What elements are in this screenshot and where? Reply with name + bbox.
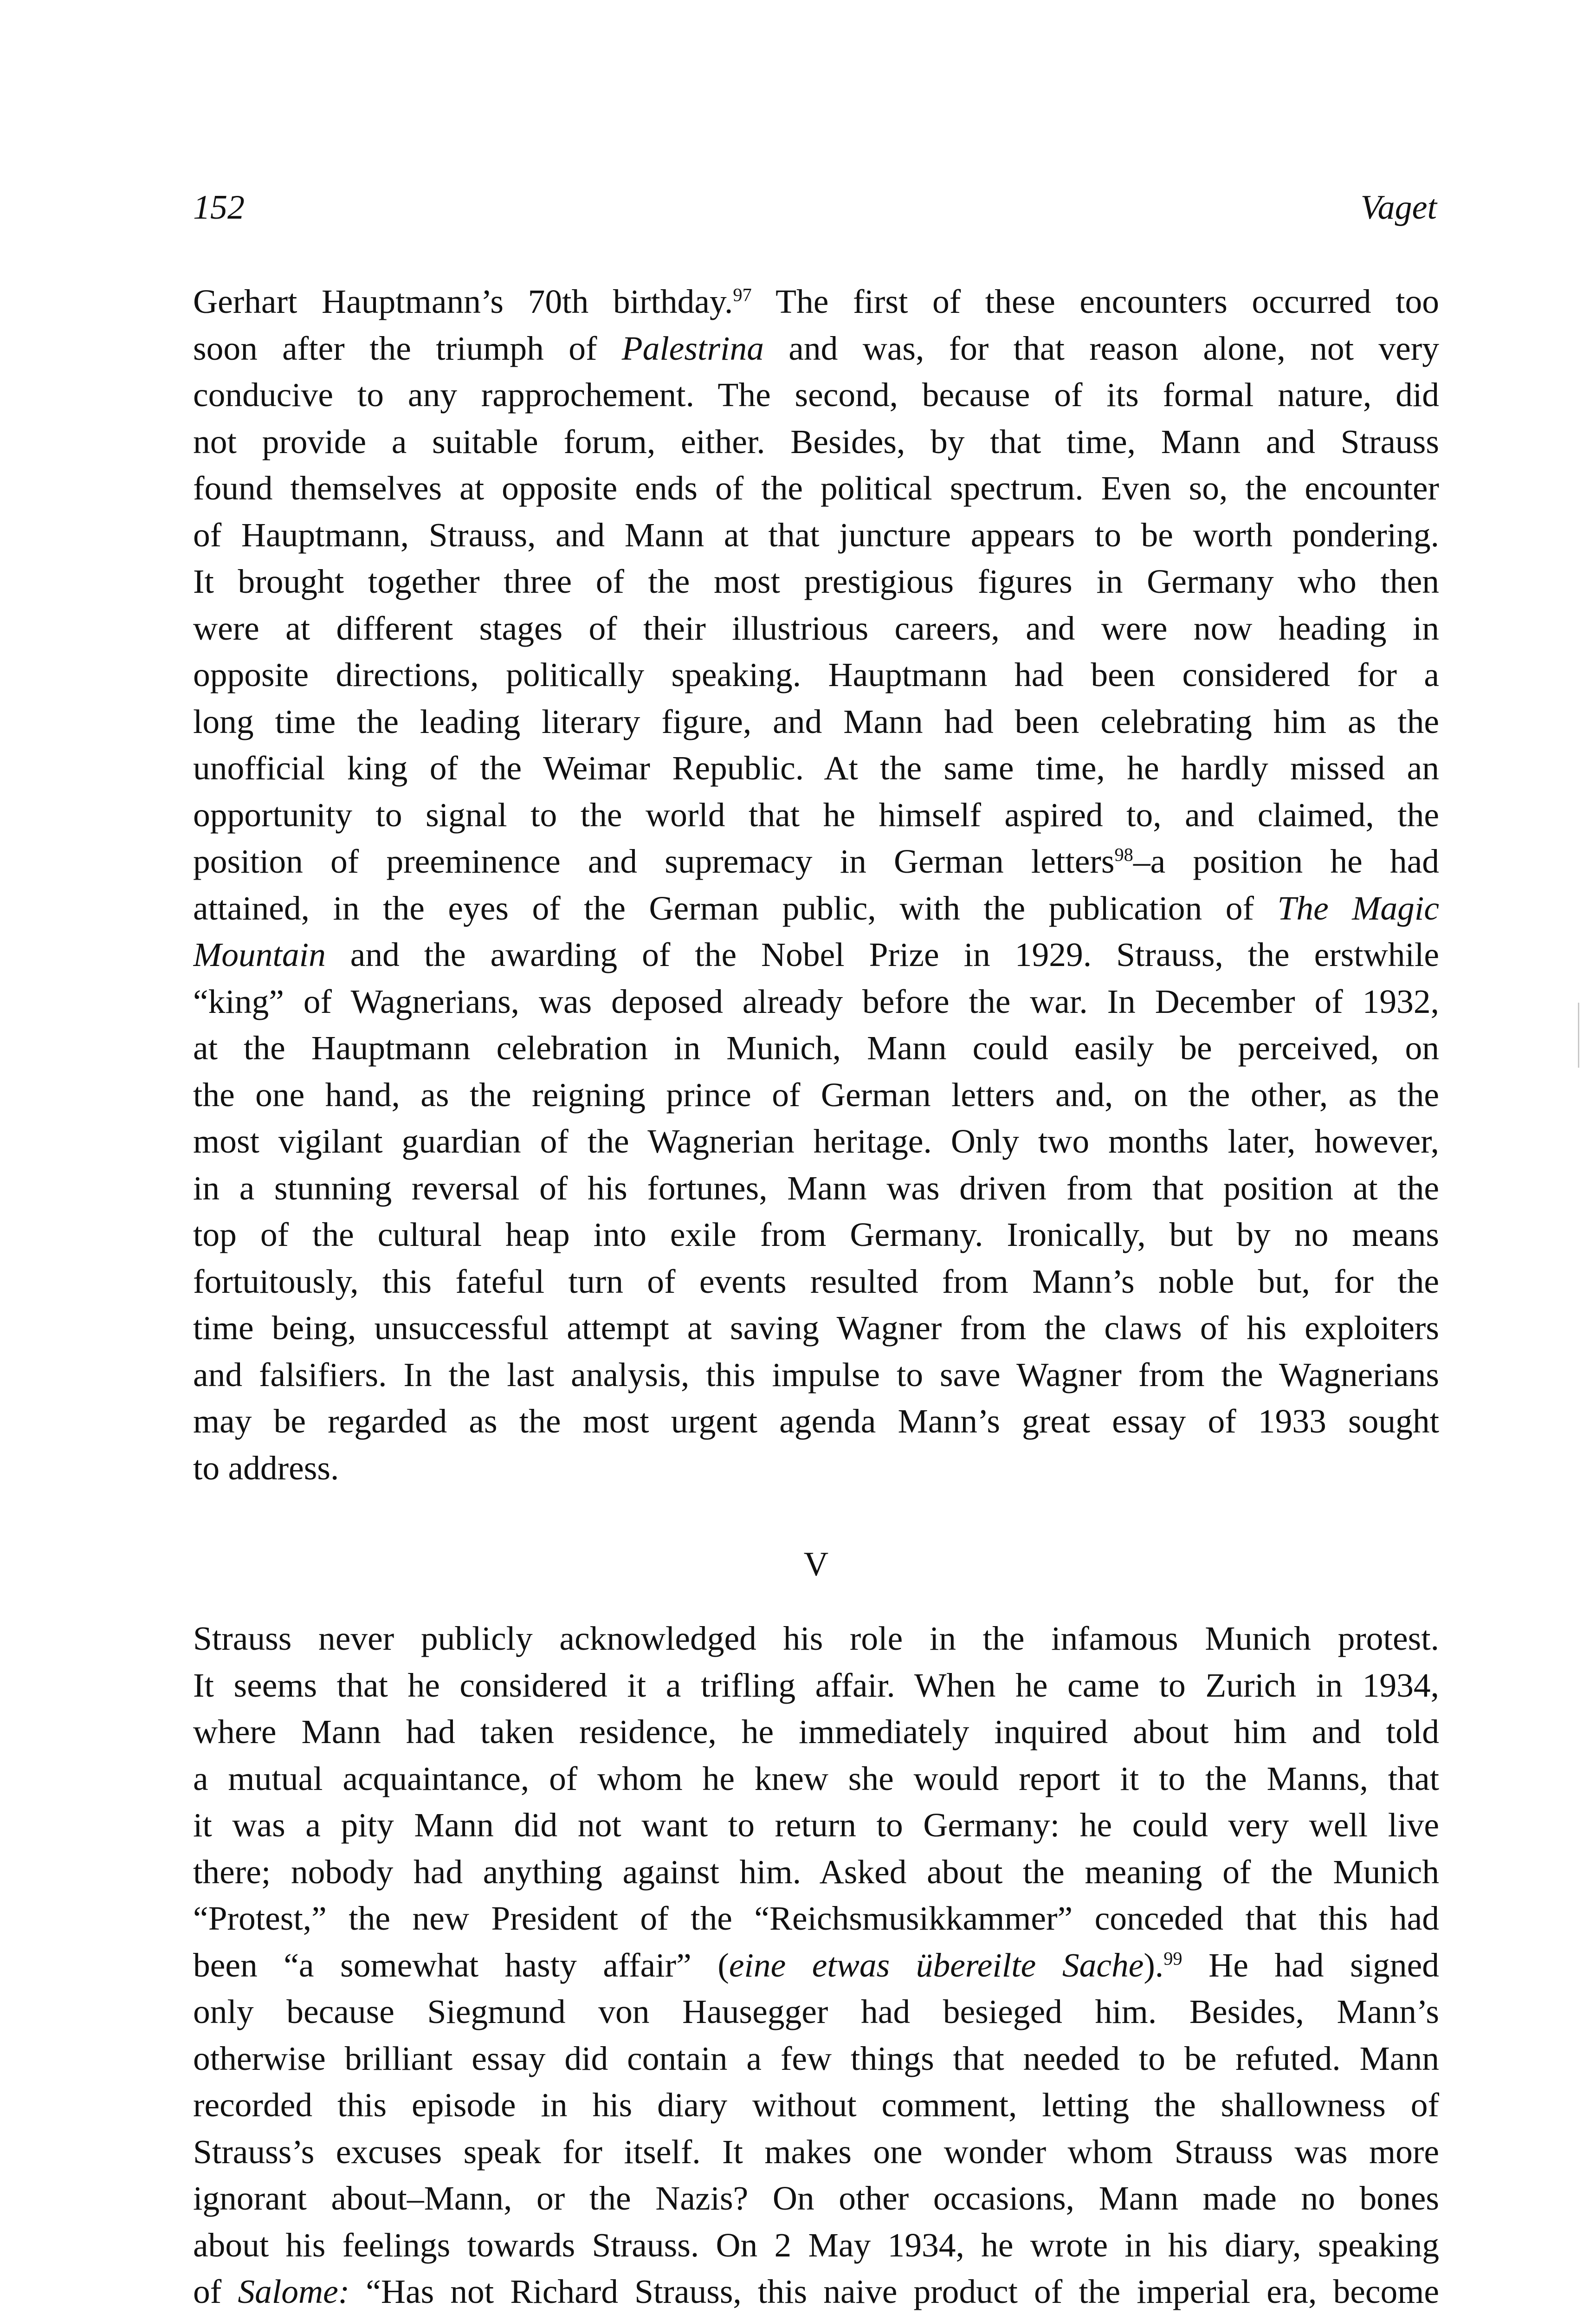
text-line: where Mann had taken residence, he immediately inquired about him and told xyxy=(193,1713,1439,1750)
footnote-ref: 99 xyxy=(1163,1948,1182,1969)
text-line: not provide a suitable forum, either. Besides, by that time, Mann and Strauss xyxy=(193,422,1439,460)
text-line: the one hand, as the reigning prince of German letters and, on the other, as the xyxy=(193,1076,1439,1114)
section-heading: V xyxy=(803,1545,829,1583)
text-line: at the Hauptmann celebration in Munich, Mann could easily be perceived, on xyxy=(193,1029,1439,1067)
running-title: Vaget xyxy=(1360,188,1437,227)
text-line: in a stunning reversal of his fortunes, Mann was driven from that position at the xyxy=(193,1169,1439,1207)
running-head xyxy=(193,182,1437,233)
text-line: Mountain and the awarding of the Nobel Prize in 1929. Strauss, the erstwhile xyxy=(193,936,1439,973)
text-line: It seems that he considered it a trifling affair. When he came to Zurich in 1934, xyxy=(193,1666,1439,1704)
text-line: conducive to any rapprochement. The second, because of its formal nature, did xyxy=(193,376,1439,414)
text-line: may be regarded as the most urgent agenda Mann’s great essay of 1933 sought xyxy=(193,1402,1439,1440)
text-line: fortuitously, this fateful turn of events resulted from Mann’s noble but, for the xyxy=(193,1262,1439,1300)
text-line: ignorant about–Mann, or the Nazis? On other occasions, Mann made no bones xyxy=(193,2179,1439,2217)
text-line: most vigilant guardian of the Wagnerian heritage. Only two months later, however, xyxy=(193,1122,1439,1160)
text-line: were at different stages of their illustrious careers, and were now heading in xyxy=(193,609,1439,647)
text-line: there; nobody had anything against him. Asked about the meaning of the Munich xyxy=(193,1853,1439,1891)
text-line: recorded this episode in his diary without comment, letting the shallowness of xyxy=(193,2086,1439,2124)
page-number: 152 xyxy=(193,188,245,227)
paragraph-2 xyxy=(193,1615,1439,2315)
work-title: Mountain xyxy=(193,936,326,973)
text-line: time being, unsuccessful attempt at saving Wagner from the claws of his exploiters xyxy=(193,1309,1439,1347)
footnote-ref: 98 xyxy=(1114,844,1133,865)
text-line: position of preeminence and supremacy in German letters$^{98}$–a position he had xyxy=(193,843,1439,880)
text-line: to address. xyxy=(193,1449,339,1487)
text-line: been “a somewhat hasty affair” (eine etwas übereilte Sache).$^{99}$ He had signed xyxy=(193,1946,1439,1984)
text-line: soon after the triumph of Palestrina and was, for that reason alone, not very xyxy=(193,329,1439,367)
work-title: Salome: xyxy=(238,2273,350,2310)
text-line: otherwise brilliant essay did contain a few things that needed to be refuted. Mann xyxy=(193,2039,1439,2077)
text-line: Strauss’s excuses speak for itself. It makes one wonder whom Strauss was more xyxy=(193,2133,1439,2171)
text-line: “Protest,” the new President of the “Reichsmusikkammer” conceded that this had xyxy=(193,1900,1439,1937)
scan-margin-mark xyxy=(1578,1003,1579,1068)
text-line: attained, in the eyes of the German public, with the publication of The Magic xyxy=(193,889,1439,927)
text-line: found themselves at opposite ends of the political spectrum. Even so, the encounter xyxy=(193,469,1439,507)
text-line: a mutual acquaintance, of whom he knew she would report it to the Manns, that xyxy=(193,1759,1439,1797)
text-line: of Hauptmann, Strauss, and Mann at that juncture appears to be worth pondering. xyxy=(193,516,1439,554)
text-line: It brought together three of the most prestigious figures in Germany who then xyxy=(193,563,1439,600)
text-line: Strauss never publicly acknowledged his role in the infamous Munich protest. xyxy=(193,1620,1439,1657)
text-line: unofficial king of the Weimar Republic. At the same time, he hardly missed an xyxy=(193,749,1439,787)
text-line: Gerhart Hauptmann’s 70th birthday.$^{97}$ The first of these encounters occurred too xyxy=(193,283,1439,320)
text-line: of Salome: “Has not Richard Strauss, this naive product of the imperial era, become xyxy=(193,2273,1439,2310)
work-title: The Magic xyxy=(1277,889,1439,927)
text-line: and falsifiers. In the last analysis, this impulse to save Wagner from the Wagnerians xyxy=(193,1355,1439,1394)
text-line: it was a pity Mann did not want to return to Germany: he could very well live xyxy=(193,1806,1439,1844)
text-line: only because Siegmund von Hausegger had besieged him. Besides, Mann’s xyxy=(193,1993,1439,2030)
footnote-ref: 97 xyxy=(733,284,752,305)
text-line: about his feelings towards Strauss. On 2 May 1934, he wrote in his diary, speaking xyxy=(193,2226,1439,2264)
text-line: top of the cultural heap into exile from Germany. Ironically, but by no means xyxy=(193,1216,1439,1253)
text-line: long time the leading literary figure, and Mann had been celebrating him as the xyxy=(193,702,1439,740)
text-line: opposite directions, politically speaking. Hauptmann had been considered for a xyxy=(193,656,1439,694)
german-quote: eine etwas übereilte Sache xyxy=(729,1946,1144,1984)
text-line: opportunity to signal to the world that he himself aspired to, and claimed, the xyxy=(193,796,1439,834)
paragraph-1 xyxy=(193,279,1439,1491)
work-title: Palestrina xyxy=(621,329,764,367)
text-line: “king” of Wagnerians, was deposed already before the war. In December of 1932, xyxy=(193,982,1439,1020)
